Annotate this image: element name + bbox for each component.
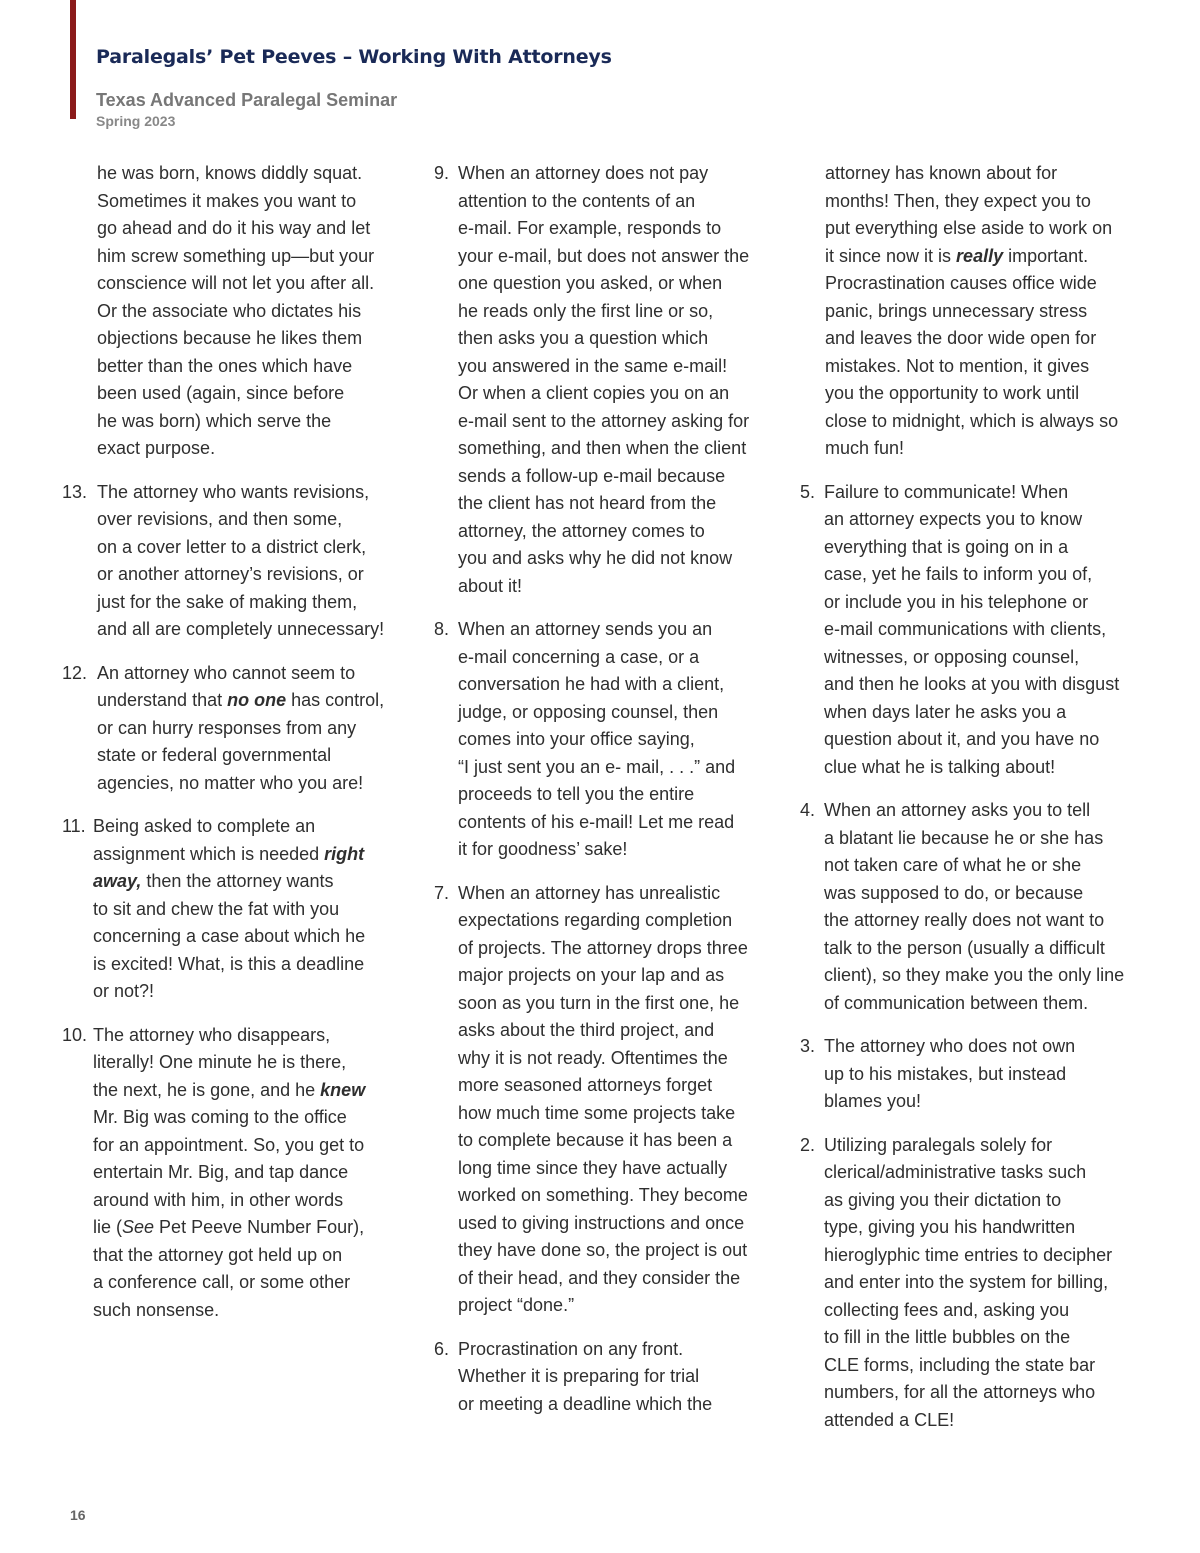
text-line: sends a follow-up e-mail because (458, 465, 726, 486)
text-line: or meeting a deadline which the (458, 1393, 713, 1414)
pet-peeve-13 (62, 479, 397, 644)
text-line: of communication between them. (824, 992, 1089, 1013)
text-line: witnesses, or opposing counsel, (824, 646, 1080, 667)
text-line: when days later he asks you a (824, 701, 1067, 722)
text-line: attorney has known about for (825, 163, 1058, 183)
text-line: clue what he is talking about! (824, 756, 1056, 777)
text-line: he was born, knows diddly squat. (97, 163, 363, 183)
pet-peeve-6 (434, 1336, 772, 1419)
text-line: you answered in the same e-mail! (458, 355, 728, 376)
text-line: major projects on your lap and as (458, 965, 725, 985)
seminar-season: Spring 2023 (96, 113, 176, 129)
text-line: Utilizing paralegals solely for (824, 1134, 1053, 1155)
pet-peeve-7 (434, 880, 772, 1320)
text-line: The attorney who does not own (824, 1036, 1076, 1056)
text-line: he reads only the first line or so, (458, 300, 714, 321)
pet-peeve-12 (62, 660, 397, 798)
pet-peeve-11 (62, 813, 397, 1006)
text-line: attended a CLE! (824, 1409, 955, 1430)
text-line: When an attorney sends you an (458, 619, 713, 639)
text-line: judge, or opposing counsel, then (458, 701, 719, 722)
text-run: it since now it is (825, 245, 957, 266)
text-line: been used (again, since before (97, 383, 345, 403)
text-run: has control, (286, 690, 385, 710)
text-line: When an attorney asks you to tell (824, 800, 1091, 820)
text-line: literally! One minute he is there, (93, 1052, 347, 1072)
text-line: that the attorney got held up on (93, 1244, 343, 1265)
text-line: client), so they make you the only line (824, 965, 1125, 985)
text-line: more seasoned attorneys forget (458, 1075, 713, 1095)
text-line: case, yet he fails to inform you of, (824, 564, 1093, 584)
text-line: he was born) which serve the (97, 410, 332, 431)
item-number: 11. (62, 816, 86, 836)
text-line: put everything else aside to work on (825, 218, 1113, 238)
text-line: An attorney who cannot seem to (97, 662, 356, 683)
item-number: 4. (800, 800, 816, 820)
column-2 (434, 160, 772, 1434)
text-line: e-mail. For example, responds to (458, 218, 722, 238)
text-line: you the opportunity to work until (825, 383, 1080, 403)
text-line: they have done so, the project is out (458, 1240, 748, 1260)
text-line: When an attorney has unrealistic (458, 882, 721, 903)
item-number: 5. (800, 481, 816, 502)
text-line (97, 687, 397, 715)
text-line: everything that is going on in a (824, 536, 1069, 557)
text-line: on a cover letter to a district clerk, (97, 536, 367, 557)
accent-bar (70, 0, 76, 119)
text-line: or another attorney’s revisions, or (97, 564, 364, 584)
text-line: the client has not heard from the (458, 493, 717, 513)
text-line: hieroglyphic time entries to decipher (824, 1244, 1113, 1265)
text-line: collecting fees and, asking you (824, 1299, 1070, 1320)
text-line (93, 868, 397, 896)
text-run: the next, he is gone, and he (93, 1079, 321, 1100)
text-line: of projects. The attorney drops three (458, 937, 748, 958)
text-line: question about it, and you have no (824, 729, 1100, 749)
text-run: Pet Peeve Number Four), (154, 1217, 365, 1237)
text-line: was supposed to do, or because (824, 882, 1084, 903)
text-line: conscience will not let you after all. (97, 273, 375, 293)
text-line: The attorney who wants revisions, (97, 481, 370, 502)
seminar-name: Texas Advanced Paralegal Seminar (96, 90, 398, 110)
text-line: objections because he likes them (97, 328, 363, 348)
pet-peeve-2 (800, 1132, 1140, 1435)
text-line: “I just sent you an e- mail, . . .” and (458, 756, 736, 777)
text-line: it for goodness’ sake! (458, 839, 628, 859)
text-line: your e-mail, but does not answer the (458, 245, 750, 266)
item-number: 3. (800, 1036, 816, 1056)
pet-peeve-4 (800, 797, 1140, 1017)
text-line: CLE forms, including the state bar (824, 1354, 1096, 1375)
item-number: 13. (62, 481, 88, 502)
text-line: to fill in the little bubbles on the (824, 1327, 1071, 1347)
text-line: proceeds to tell you the entire (458, 784, 695, 804)
item-number: 9. (434, 163, 450, 183)
text-line: Whether it is preparing for trial (458, 1366, 700, 1386)
text-line: expectations regarding completion (458, 910, 733, 930)
text-line: to sit and chew the fat with you (93, 898, 340, 919)
text-line: not taken care of what he or she (824, 855, 1082, 875)
text-line: mistakes. Not to mention, it gives (825, 355, 1090, 376)
text-line: entertain Mr. Big, and tap dance (93, 1162, 349, 1182)
pet-peeve-5 (800, 479, 1140, 782)
text-line: of their head, and they consider the (458, 1267, 741, 1288)
emphasis: really (956, 245, 1004, 266)
text-line: and leaves the door wide open for (825, 328, 1097, 348)
continued-paragraph (800, 160, 1140, 463)
text-line: long time since they have actually (458, 1157, 728, 1178)
text-line: state or federal governmental (97, 745, 332, 765)
text-line: Or when a client copies you on an (458, 383, 730, 403)
pet-peeve-3 (800, 1033, 1140, 1116)
text-line: Procrastination causes office wide (825, 273, 1097, 293)
column-1 (62, 160, 397, 1340)
text-line: panic, brings unnecessary stress (825, 300, 1088, 321)
text-line (93, 1214, 397, 1242)
text-line: agencies, no matter who you are! (97, 772, 364, 793)
text-line: Failure to communicate! When (824, 481, 1069, 502)
text-line: Being asked to complete an (93, 816, 316, 836)
text-run: understand that (97, 690, 228, 710)
text-line: him screw something up—but your (97, 245, 375, 266)
text-line (93, 1077, 397, 1105)
text-run: lie ( (93, 1217, 123, 1237)
emphasis: no one (227, 690, 287, 710)
text-line: e-mail sent to the attorney asking for (458, 410, 750, 431)
page-title: Paralegals’ Pet Peeves – Working With Attorneys (96, 46, 612, 68)
emphasis: See (122, 1217, 155, 1237)
text-line: or include you in his telephone or (824, 591, 1089, 612)
text-line: around with him, in other words (93, 1189, 344, 1210)
text-line: comes into your office saying, (458, 729, 695, 749)
continued-paragraph (62, 160, 397, 463)
item-number: 12. (62, 662, 88, 683)
text-line: a blatant lie because he or she has (824, 827, 1104, 848)
page-number: 16 (70, 1507, 86, 1523)
text-line (825, 243, 1140, 271)
text-line: then asks you a question which (458, 328, 709, 348)
text-line: and then he looks at you with disgust (824, 674, 1120, 694)
text-line: e-mail communications with clients, (824, 619, 1107, 639)
text-line: why it is not ready. Oftentimes the (458, 1047, 728, 1068)
text-line: one question you asked, or when (458, 273, 723, 293)
item-number: 6. (434, 1338, 450, 1359)
emphasis: away, (93, 871, 142, 891)
text-line: a conference call, or some other (93, 1272, 351, 1292)
item-number: 10. (62, 1024, 88, 1045)
text-line: The attorney who disappears, (93, 1024, 331, 1045)
emphasis: knew (320, 1079, 366, 1100)
text-line: and enter into the system for billing, (824, 1272, 1109, 1292)
text-line: numbers, for all the attorneys who (824, 1382, 1096, 1402)
text-line: When an attorney does not pay (458, 163, 709, 183)
item-number: 7. (434, 882, 450, 903)
text-line: much fun! (825, 438, 905, 458)
text-line: and all are completely unnecessary! (97, 619, 385, 639)
text-line: over revisions, and then some, (97, 509, 343, 529)
text-line: is excited! What, is this a deadline (93, 953, 365, 974)
text-line: used to giving instructions and once (458, 1212, 745, 1233)
text-line: exact purpose. (97, 438, 216, 458)
text-line: project “done.” (458, 1295, 575, 1315)
text-line: e-mail concerning a case, or a (458, 646, 700, 667)
pet-peeve-10 (62, 1022, 397, 1325)
text-line: an attorney expects you to know (824, 509, 1083, 529)
text-line: or can hurry responses from any (97, 717, 357, 738)
text-line: asks about the third project, and (458, 1020, 715, 1040)
text-line: contents of his e-mail! Let me read (458, 811, 735, 832)
text-line: Or the associate who dictates his (97, 300, 362, 321)
emphasis: right (324, 843, 365, 864)
text-line: to complete because it has been a (458, 1130, 733, 1150)
text-line: up to his mistakes, but instead (824, 1063, 1067, 1084)
text-line: or not?! (93, 981, 155, 1001)
text-line: conversation he had with a client, (458, 674, 725, 694)
text-line: better than the ones which have (97, 355, 353, 376)
text-run: important. (1003, 245, 1089, 266)
text-line: Procrastination on any front. (458, 1338, 684, 1359)
item-number: 2. (800, 1134, 816, 1155)
item-number: 8. (434, 619, 450, 639)
column-3 (800, 160, 1140, 1450)
text-line: soon as you turn in the first one, he (458, 992, 740, 1013)
text-line: something, and then when the client (458, 438, 747, 458)
text-line: attorney, the attorney comes to (458, 520, 705, 541)
text-run: then the attorney wants (141, 871, 334, 891)
pet-peeve-8 (434, 616, 772, 864)
text-line: just for the sake of making them, (97, 591, 358, 612)
text-line: type, giving you his handwritten (824, 1217, 1076, 1237)
text-line: close to midnight, which is always so (825, 410, 1119, 431)
pet-peeve-9 (434, 160, 772, 600)
text-line: talk to the person (usually a difficult (824, 937, 1105, 958)
text-line: clerical/administrative tasks such (824, 1162, 1087, 1182)
text-line: the attorney really does not want to (824, 910, 1105, 930)
text-line: for an appointment. So, you get to (93, 1134, 365, 1155)
page-header (96, 46, 612, 129)
text-line (93, 841, 397, 869)
text-line: how much time some projects take (458, 1102, 736, 1123)
text-line: go ahead and do it his way and let (97, 218, 371, 238)
text-line: Mr. Big was coming to the office (93, 1107, 347, 1127)
text-line: such nonsense. (93, 1299, 220, 1320)
text-line: Sometimes it makes you want to (97, 190, 357, 211)
text-line: you and asks why he did not know (458, 548, 733, 568)
text-line: as giving you their dictation to (824, 1189, 1062, 1210)
text-line: blames you! (824, 1091, 922, 1111)
text-line: about it! (458, 575, 523, 596)
text-line: concerning a case about which he (93, 926, 366, 946)
text-line: months! Then, they expect you to (825, 190, 1091, 211)
text-line: attention to the contents of an (458, 190, 696, 211)
text-run: assignment which is needed (93, 843, 325, 864)
text-line: worked on something. They become (458, 1185, 748, 1205)
